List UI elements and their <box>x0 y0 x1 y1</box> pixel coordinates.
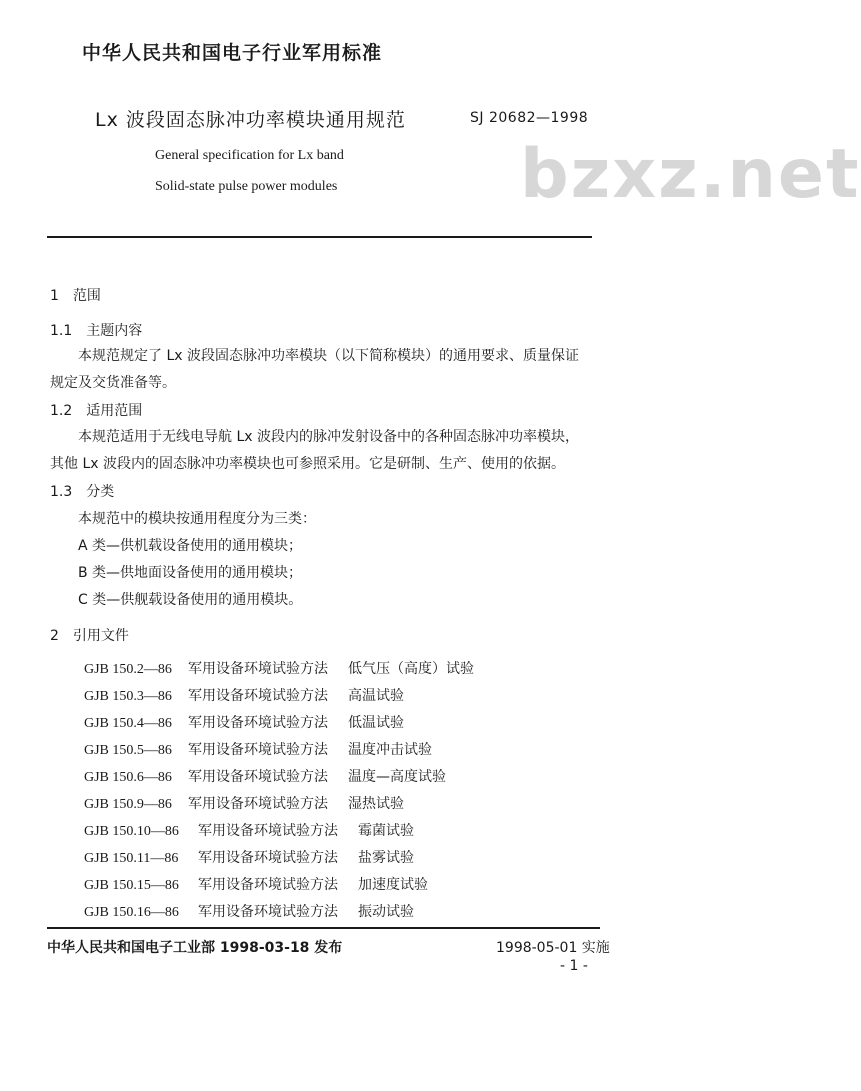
reference-test: 加速度试验 <box>358 877 428 893</box>
reference-code: GJB 150.10—86 <box>84 824 179 839</box>
reference-code: GJB 150.2—86 <box>84 662 172 677</box>
section-1-2-heading: 1.2 适用范围 <box>50 403 143 419</box>
section-1-1-text-line-1: 本规范规定了 Lx 波段固态脉冲功率模块（以下简称模块）的通用要求、质量保证 <box>78 348 579 364</box>
reference-code: GJB 150.6—86 <box>84 770 172 785</box>
issue-info: 中华人民共和国电子工业部 1998-03-18 发布 <box>47 940 343 956</box>
english-title-line-1: General specification for Lx band <box>155 148 344 163</box>
section-1-2-text-line-2: 其他 Lx 波段内的固态脉冲功率模块也可参照采用。它是研制、生产、使用的依据。 <box>50 456 565 472</box>
section-1-heading: 1 范围 <box>50 288 101 304</box>
reference-test: 温度—高度试验 <box>348 769 446 785</box>
reference-method: 军用设备环境试验方法 <box>188 742 328 758</box>
reference-row <box>84 901 414 921</box>
reference-code: GJB 150.11—86 <box>84 851 179 866</box>
watermark: bzxz.net <box>520 135 861 214</box>
section-1-1-text-line-2: 规定及交货准备等。 <box>50 375 176 391</box>
section-1-1-heading: 1.1 主题内容 <box>50 323 143 339</box>
header-divider <box>47 236 592 238</box>
reference-row <box>84 874 428 894</box>
reference-code: GJB 150.15—86 <box>84 878 179 893</box>
reference-row <box>84 685 404 705</box>
standard-code: SJ 20682—1998 <box>470 110 589 126</box>
reference-method: 军用设备环境试验方法 <box>198 823 338 839</box>
reference-code: GJB 150.9—86 <box>84 797 172 812</box>
reference-row <box>84 766 446 786</box>
class-c-item: C 类—供舰载设备使用的通用模块。 <box>78 592 303 608</box>
section-1-3-heading: 1.3 分类 <box>50 484 115 500</box>
reference-method: 军用设备环境试验方法 <box>188 796 328 812</box>
reference-row <box>84 739 432 759</box>
reference-test: 高温试验 <box>348 688 404 704</box>
reference-row <box>84 793 404 813</box>
reference-method: 军用设备环境试验方法 <box>198 904 338 920</box>
reference-test: 温度冲击试验 <box>348 742 432 758</box>
standard-category: 中华人民共和国电子行业军用标准 <box>82 42 383 64</box>
reference-row <box>84 658 474 678</box>
footer-divider <box>47 927 600 929</box>
reference-test: 低气压（高度）试验 <box>348 661 474 677</box>
reference-method: 军用设备环境试验方法 <box>188 661 328 677</box>
reference-code: GJB 150.3—86 <box>84 689 172 704</box>
reference-row <box>84 847 414 867</box>
class-b-item: B 类—供地面设备使用的通用模块； <box>78 565 303 581</box>
class-a-item: A 类—供机载设备使用的通用模块； <box>78 538 303 554</box>
reference-method: 军用设备环境试验方法 <box>188 715 328 731</box>
reference-code: GJB 150.5—86 <box>84 743 172 758</box>
section-1-3-intro: 本规范中的模块按通用程度分为三类： <box>78 511 316 527</box>
page-number: - 1 - <box>560 958 588 974</box>
reference-code: GJB 150.4—86 <box>84 716 172 731</box>
reference-test: 振动试验 <box>358 904 414 920</box>
section-1-2-text-line-1: 本规范适用于无线电导航 Lx 波段内的脉冲发射设备中的各种固态脉冲功率模块， <box>78 429 579 445</box>
reference-row <box>84 712 404 732</box>
document-title: Lx 波段固态脉冲功率模块通用规范 <box>95 109 406 131</box>
reference-test: 低温试验 <box>348 715 404 731</box>
section-2-heading: 2 引用文件 <box>50 628 129 644</box>
reference-code: GJB 150.16—86 <box>84 905 179 920</box>
reference-method: 军用设备环境试验方法 <box>198 850 338 866</box>
reference-test: 湿热试验 <box>348 796 404 812</box>
reference-test: 盐雾试验 <box>358 850 414 866</box>
reference-row <box>84 820 414 840</box>
reference-method: 军用设备环境试验方法 <box>188 769 328 785</box>
reference-test: 霉菌试验 <box>358 823 414 839</box>
english-title-line-2: Solid-state pulse power modules <box>155 179 338 194</box>
effective-date: 1998-05-01 实施 <box>496 940 610 956</box>
reference-method: 军用设备环境试验方法 <box>198 877 338 893</box>
reference-method: 军用设备环境试验方法 <box>188 688 328 704</box>
